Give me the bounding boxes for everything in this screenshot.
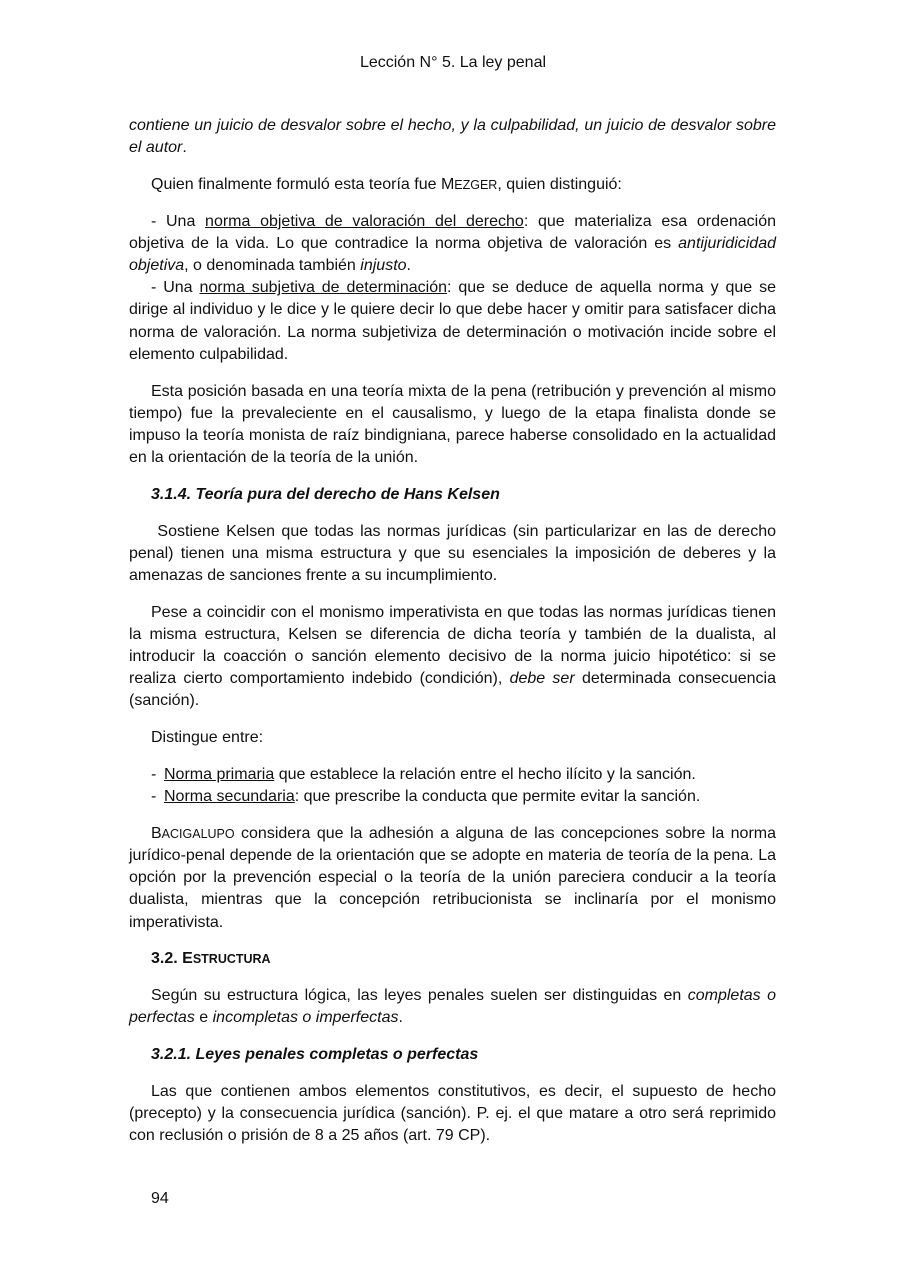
author-name (441, 176, 497, 193)
text: : que materializa esa ordenación objetiva de la vida. Lo que contradice la norma objetiva de valoración es (129, 212, 777, 252)
list-item (129, 786, 776, 808)
text: . (182, 139, 187, 157)
small-caps-rest: EZGER (454, 177, 498, 192)
text: e (194, 1009, 213, 1027)
heading-number: 3.2. (151, 950, 183, 968)
paragraph-mezger (129, 174, 776, 196)
italic-text: completas o perfectas (129, 987, 776, 1027)
underlined-term: norma objetiva de valoración del derecho (205, 212, 524, 230)
italic-text: antijuridicidad objetiva (129, 234, 776, 275)
norm-subjective-item (129, 277, 776, 366)
italic-text: injusto (360, 257, 407, 275)
dash: - Una (151, 212, 206, 230)
paragraph-complete-laws: Las que contienen ambos elementos constitutivos, es decir, el supuesto de hecho (precepto) y la consecuencia jurídica (sanción). P. ej. el que matare a otro será reprimido con reclusión o prisión de 8 a 25 años (art. 79 CP). (129, 1082, 776, 1145)
text: , quien distinguió: (497, 175, 622, 193)
author-name (151, 825, 235, 842)
small-caps-initial: M (440, 175, 455, 193)
text: . (406, 257, 411, 275)
paragraph-bacigalupo (129, 823, 776, 934)
underlined-term: Norma secundaria (164, 788, 295, 806)
list-item (129, 764, 776, 786)
text: Pese a coincidir con el monismo imperativista en que todas las normas jurídicas tienen la misma estructura, Kelsen se diferencia de dicha teoría y también de la dualista, al introducir la coacción o sanción elemento decisivo de la norma juicio hipotético: si se realiza cierto comportamiento indebido (condición), (129, 603, 776, 688)
page-body (129, 115, 781, 1162)
text: : que se deduce de aquella norma y que se dirige al individuo y le dice y le quiere decir lo que debe hacer y omitir para satisfacer dicha norma de valoración. La norma subjetiviza de determinación o motivación incide sobre el elemento culpabilidad. (129, 279, 776, 363)
running-header: Lección N° 5. La ley penal (359, 54, 547, 71)
small-caps-rest: STRUCTURA (192, 952, 271, 967)
dash: - (151, 765, 157, 783)
paragraph-mixed-theory: Esta posición basada en una teoría mixta de la pena (retribución y prevención al mismo tiempo) fue la prevaleciente en el causalismo, y luego de la etapa finalista donde se impuso la teoría monista de raíz bindigniana, parece haberse consolidado en la actualidad en la orientación de la teoría de la unión. (129, 382, 776, 467)
small-caps-initial: E (182, 950, 193, 968)
text: Según su estructura lógica, las leyes penales suelen ser distinguidas en (151, 987, 688, 1004)
text: determinada consecuencia (sanción). (129, 670, 777, 710)
norm-objective-item (129, 211, 776, 278)
kelsen-norm-list (129, 764, 776, 808)
text: , o denominada también (184, 257, 361, 275)
section-heading-3-2-1: 3.2.1. Leyes penales completas o perfectas (151, 1045, 479, 1063)
text: que establece la relación entre el hecho ilícito y la sanción. (274, 765, 696, 783)
section-heading-3-1-4: 3.1.4. Teoría pura del derecho de Hans Kelsen (151, 485, 500, 503)
paragraph-distingue: Distingue entre: (151, 729, 264, 747)
page-number: 94 (151, 1190, 169, 1207)
underlined-term: Norma primaria (164, 765, 275, 783)
text: : que prescribe la conducta que permite evitar la sanción. (294, 788, 701, 806)
section-heading-3-2 (129, 948, 776, 970)
text: . (398, 1009, 403, 1027)
italic-text: debe ser (509, 670, 575, 688)
paragraph-continuation (129, 115, 776, 159)
italic-text: contiene un juicio de desvalor sobre el hecho, y la culpabilidad, un juicio de desvalor sobre el autor (129, 117, 776, 157)
small-caps-rest: ACIGALUPO (161, 826, 235, 841)
italic-text: incompletas o imperfectas (212, 1009, 399, 1027)
underlined-term: norma subjetiva de determinación (199, 279, 447, 297)
dash: - (151, 788, 157, 806)
dash: - Una (151, 279, 200, 297)
paragraph-monism (129, 602, 776, 713)
text: Quien finalmente formuló esta teoría fue (151, 175, 441, 193)
small-caps-initial: B (151, 824, 162, 842)
paragraph-kelsen: Sostiene Kelsen que todas las normas jurídicas (sin particularizar en las de derecho penal) tienen una misma estructura y que su esenciales la imposición de deberes y la amenazas de sanciones frente a su incumplimiento. (129, 522, 781, 584)
paragraph-structure (129, 985, 776, 1029)
text: considera que la adhesión a alguna de las concepciones sobre la norma jurídico-penal depende de la orientación que se adopte en materia de teoría de la pena. La opción por la prevención especial o la teoría de la unión pareciera conducir a la teoría dualista, mientras que la concepción retribucionista se inclinaría por el monismo imperativista. (129, 824, 776, 931)
